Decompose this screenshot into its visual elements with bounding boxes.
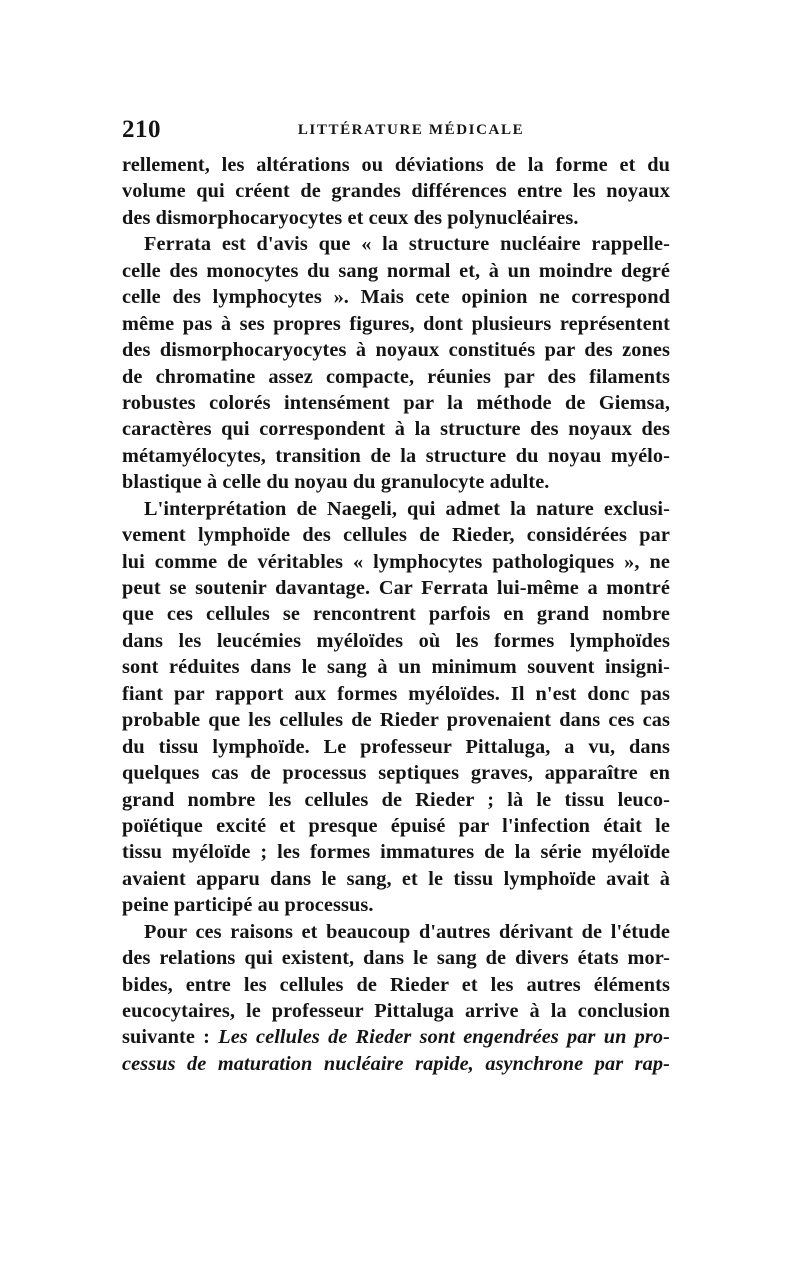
text-line: Ferrata est d'avis que « la structure nucléaire rappelle- — [144, 233, 670, 256]
text-line: de chromatine assez compacte, réunies par des filaments — [122, 365, 670, 388]
text-line: rellement, les altérations ou déviations de la forme et du — [122, 154, 670, 176]
text-line: blastique à celle du noyau du granulocyte adulte. — [122, 471, 550, 494]
text-line: lui comme de véritables « lymphocytes pathologiques », ne — [122, 550, 670, 573]
text-line: peine participé au processus. — [122, 894, 374, 917]
text-line: probable que les cellules de Rieder provenaient dans ces cas — [122, 709, 670, 732]
text-line: tissu myéloïde ; les formes immatures de la série myéloïde — [122, 841, 670, 864]
text-roman: suivante : — [122, 1026, 219, 1049]
text-line: poïétique excité et presque épuisé par l'infection était le — [122, 814, 670, 837]
text-line: Pour ces raisons et beaucoup d'autres dérivant de l'étude — [144, 920, 670, 943]
body-text — [122, 152, 670, 1077]
text-line: bides, entre les cellules de Rieder et les autres éléments — [122, 973, 670, 996]
text-line: métamyélocytes, transition de la structure du noyau myélo- — [122, 444, 670, 467]
text-line: dans les leucémies myéloïdes où les formes lymphoïdes — [122, 629, 670, 652]
text-line: fiant par rapport aux formes myéloïdes. Il n'est donc pas — [122, 682, 670, 705]
text-line: quelques cas de processus septiques graves, apparaître en — [122, 762, 670, 785]
text-italic: cessus de maturation nucléaire rapide, asynchrone par rap- — [122, 1052, 670, 1075]
text-line: caractères qui correspondent à la structure des noyaux des — [122, 418, 670, 441]
text-line: des dismorphocaryocytes à noyaux constitués par des zones — [122, 339, 670, 362]
text-line: sont réduites dans le sang à un minimum souvent insigni- — [122, 656, 670, 679]
text-line — [122, 1051, 670, 1077]
text-line: L'interprétation de Naegeli, qui admet la nature exclusi- — [144, 497, 670, 520]
text-line: grand nombre les cellules de Rieder ; là le tissu leuco- — [122, 788, 670, 811]
text-line: vement lymphoïde des cellules de Rieder, considérées par — [122, 524, 670, 547]
text-italic: Les cellules de Rieder sont engendrées par un pro- — [218, 1026, 670, 1049]
text-line: robustes colorés intensément par la méthode de Giemsa, — [122, 391, 670, 414]
running-head: LITTÉRATURE MÉDICALE — [297, 122, 525, 138]
page-header — [122, 116, 670, 146]
text-line: volume qui créent de grandes différences entre les noyaux — [122, 180, 670, 203]
text-line: avaient apparu dans le sang, et le tissu lymphoïde avait à — [122, 867, 670, 890]
page-number: 210 — [122, 116, 161, 143]
text-line: celle des lymphocytes ». Mais cete opinion ne correspond — [122, 286, 670, 309]
text-line: celle des monocytes du sang normal et, à un moindre degré — [122, 259, 670, 282]
text-line: peut se soutenir davantage. Car Ferrata lui-même a montré — [122, 577, 670, 599]
text-line: des dismorphocaryocytes et ceux des polynucléaires. — [122, 206, 579, 229]
text-line: même pas à ses propres figures, dont plusieurs représentent — [122, 312, 670, 335]
text-line: eucocytaires, le professeur Pittaluga arrive à la conclusion — [122, 1000, 670, 1022]
text-line: des relations qui existent, dans le sang de divers états mor- — [122, 947, 670, 970]
text-line — [122, 1024, 670, 1050]
text-line: que ces cellules se rencontrent parfois en grand nombre — [122, 603, 670, 626]
text-line: du tissu lymphoïde. Le professeur Pittaluga, a vu, dans — [122, 735, 670, 758]
